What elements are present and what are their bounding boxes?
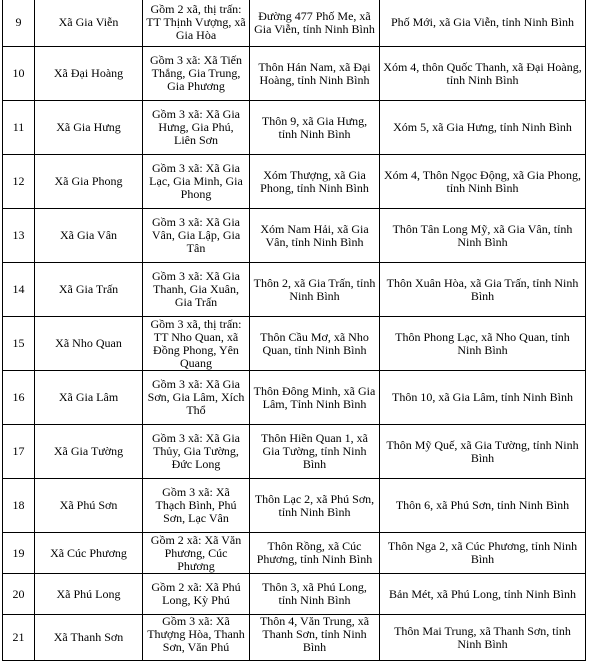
commune-merger-table	[2, 0, 586, 661]
new-headquarters-address: Thôn 10, xã Gia Lâm, tỉnh Ninh Bình	[380, 371, 586, 425]
merged-units: Gồm 2 xã: Xã Phú Long, Kỳ Phú	[143, 574, 250, 615]
merged-units: Gồm 3 xã: Xã Gia Vân, Gia Lập, Gia Tân	[143, 209, 250, 263]
commune-name: Xã Gia Phong	[35, 155, 143, 209]
merged-units: Gồm 3 xã: Xã Tiến Thắng, Gia Trung, Gia Phương	[143, 47, 250, 101]
headquarters-address: Thôn Lạc 2, xã Phú Sơn, tỉnh Ninh Bình	[250, 479, 380, 533]
table-row	[3, 47, 586, 101]
row-number: 20	[3, 574, 35, 615]
table-row	[3, 615, 586, 661]
table-row	[3, 101, 586, 155]
new-headquarters-address: Xóm 4, Thôn Ngọc Động, xã Gia Phong, tỉnh Ninh Bình	[380, 155, 586, 209]
table-row	[3, 0, 586, 47]
table-row	[3, 371, 586, 425]
merged-units: Gồm 3 xã, thị trấn: TT Nho Quan, xã Đồng Phong, Yên Quang	[143, 317, 250, 371]
new-headquarters-address: Thôn Mỹ Quế, xã Gia Tường, tỉnh Ninh Bình	[380, 425, 586, 479]
table-row	[3, 533, 586, 574]
merged-units: Gồm 3 xã: Xã Gia Lạc, Gia Minh, Gia Phong	[143, 155, 250, 209]
headquarters-address: Thôn 9, xã Gia Hưng, tỉnh Ninh Bình	[250, 101, 380, 155]
merged-units: Gồm 2 xã, thị trấn: TT Thịnh Vượng, xã Gia Hòa	[143, 0, 250, 47]
commune-name: Xã Thanh Sơn	[35, 615, 143, 661]
row-number: 15	[3, 317, 35, 371]
row-number: 19	[3, 533, 35, 574]
merged-units: Gồm 3 xã: Xã Thượng Hòa, Thanh Sơn, Văn Phú	[143, 615, 250, 661]
headquarters-address: Thôn Cầu Mơ, xã Nho Quan, tỉnh Ninh Bình	[250, 317, 380, 371]
headquarters-address: Thôn 4, Văn Trung, xã Thanh Sơn, tỉnh Ninh Bình	[250, 615, 380, 661]
commune-name: Xã Phú Sơn	[35, 479, 143, 533]
headquarters-address: Đường 477 Phố Me, xã Gia Viễn, tỉnh Ninh Bình	[250, 0, 380, 47]
headquarters-address: Thôn Hán Nam, xã Đại Hoàng, tỉnh Ninh Bình	[250, 47, 380, 101]
merged-units: Gồm 3 xã: Xã Thạch Bình, Phú Sơn, Lạc Vân	[143, 479, 250, 533]
table-row	[3, 574, 586, 615]
headquarters-address: Thôn Hiền Quan 1, xã Gia Tường, tỉnh Ninh Bình	[250, 425, 380, 479]
new-headquarters-address: Phố Mới, xã Gia Viễn, tỉnh Ninh Bình	[380, 0, 586, 47]
row-number: 10	[3, 47, 35, 101]
commune-name: Xã Nho Quan	[35, 317, 143, 371]
row-number: 17	[3, 425, 35, 479]
new-headquarters-address: Thôn Tân Long Mỹ, xã Gia Vân, tỉnh Ninh Bình	[380, 209, 586, 263]
row-number: 21	[3, 615, 35, 661]
row-number: 11	[3, 101, 35, 155]
row-number: 9	[3, 0, 35, 47]
table-row	[3, 209, 586, 263]
commune-name: Xã Gia Viễn	[35, 0, 143, 47]
headquarters-address: Xóm Nam Hải, xã Gia Vân, tỉnh Ninh Bình	[250, 209, 380, 263]
row-number: 16	[3, 371, 35, 425]
row-number: 14	[3, 263, 35, 317]
commune-name: Xã Đại Hoàng	[35, 47, 143, 101]
table-row	[3, 425, 586, 479]
merged-units: Gồm 3 xã: Xã Gia Sơn, Gia Lâm, Xích Thổ	[143, 371, 250, 425]
headquarters-address: Thôn 2, xã Gia Trấn, tỉnh Ninh Bình	[250, 263, 380, 317]
new-headquarters-address: Xóm 4, thôn Quốc Thanh, xã Đại Hoàng, tỉnh Ninh Bình	[380, 47, 586, 101]
merged-units: Gồm 3 xã: Xã Gia Hưng, Gia Phú, Liên Sơn	[143, 101, 250, 155]
commune-name: Xã Gia Hưng	[35, 101, 143, 155]
commune-name: Xã Phú Long	[35, 574, 143, 615]
table-row	[3, 155, 586, 209]
new-headquarters-address: Bản Mét, xã Phú Long, tỉnh Ninh Bình	[380, 574, 586, 615]
merged-units: Gồm 3 xã: Xã Gia Thủy, Gia Tường, Đức Long	[143, 425, 250, 479]
headquarters-address: Thôn 3, xã Phú Long, tỉnh Ninh Bình	[250, 574, 380, 615]
new-headquarters-address: Xóm 5, xã Gia Hưng, tỉnh Ninh Bình	[380, 101, 586, 155]
headquarters-address: Thôn Rồng, xã Cúc Phương, tỉnh Ninh Bình	[250, 533, 380, 574]
merged-units: Gồm 2 xã: Xã Văn Phương, Cúc Phương	[143, 533, 250, 574]
headquarters-address: Xóm Thượng, xã Gia Phong, tỉnh Ninh Bình	[250, 155, 380, 209]
new-headquarters-address: Thôn Nga 2, xã Cúc Phương, tỉnh Ninh Bình	[380, 533, 586, 574]
commune-name: Xã Gia Vân	[35, 209, 143, 263]
commune-name: Xã Cúc Phương	[35, 533, 143, 574]
commune-name: Xã Gia Lâm	[35, 371, 143, 425]
commune-name: Xã Gia Tường	[35, 425, 143, 479]
headquarters-address: Thôn Đông Minh, xã Gia Lâm, Tỉnh Ninh Bình	[250, 371, 380, 425]
table-row	[3, 317, 586, 371]
row-number: 12	[3, 155, 35, 209]
table-row	[3, 263, 586, 317]
new-headquarters-address: Thôn Mai Trung, xã Thanh Sơn, tỉnh Ninh Bình	[380, 615, 586, 661]
merged-units: Gồm 3 xã: Xã Gia Thanh, Gia Xuân, Gia Trấn	[143, 263, 250, 317]
new-headquarters-address: Thôn Phong Lạc, xã Nho Quan, tỉnh Ninh Bình	[380, 317, 586, 371]
row-number: 13	[3, 209, 35, 263]
table-row	[3, 479, 586, 533]
new-headquarters-address: Thôn Xuân Hòa, xã Gia Trấn, tỉnh Ninh Bình	[380, 263, 586, 317]
commune-name: Xã Gia Trấn	[35, 263, 143, 317]
new-headquarters-address: Thôn 6, xã Phú Sơn, tỉnh Ninh Bình	[380, 479, 586, 533]
row-number: 18	[3, 479, 35, 533]
